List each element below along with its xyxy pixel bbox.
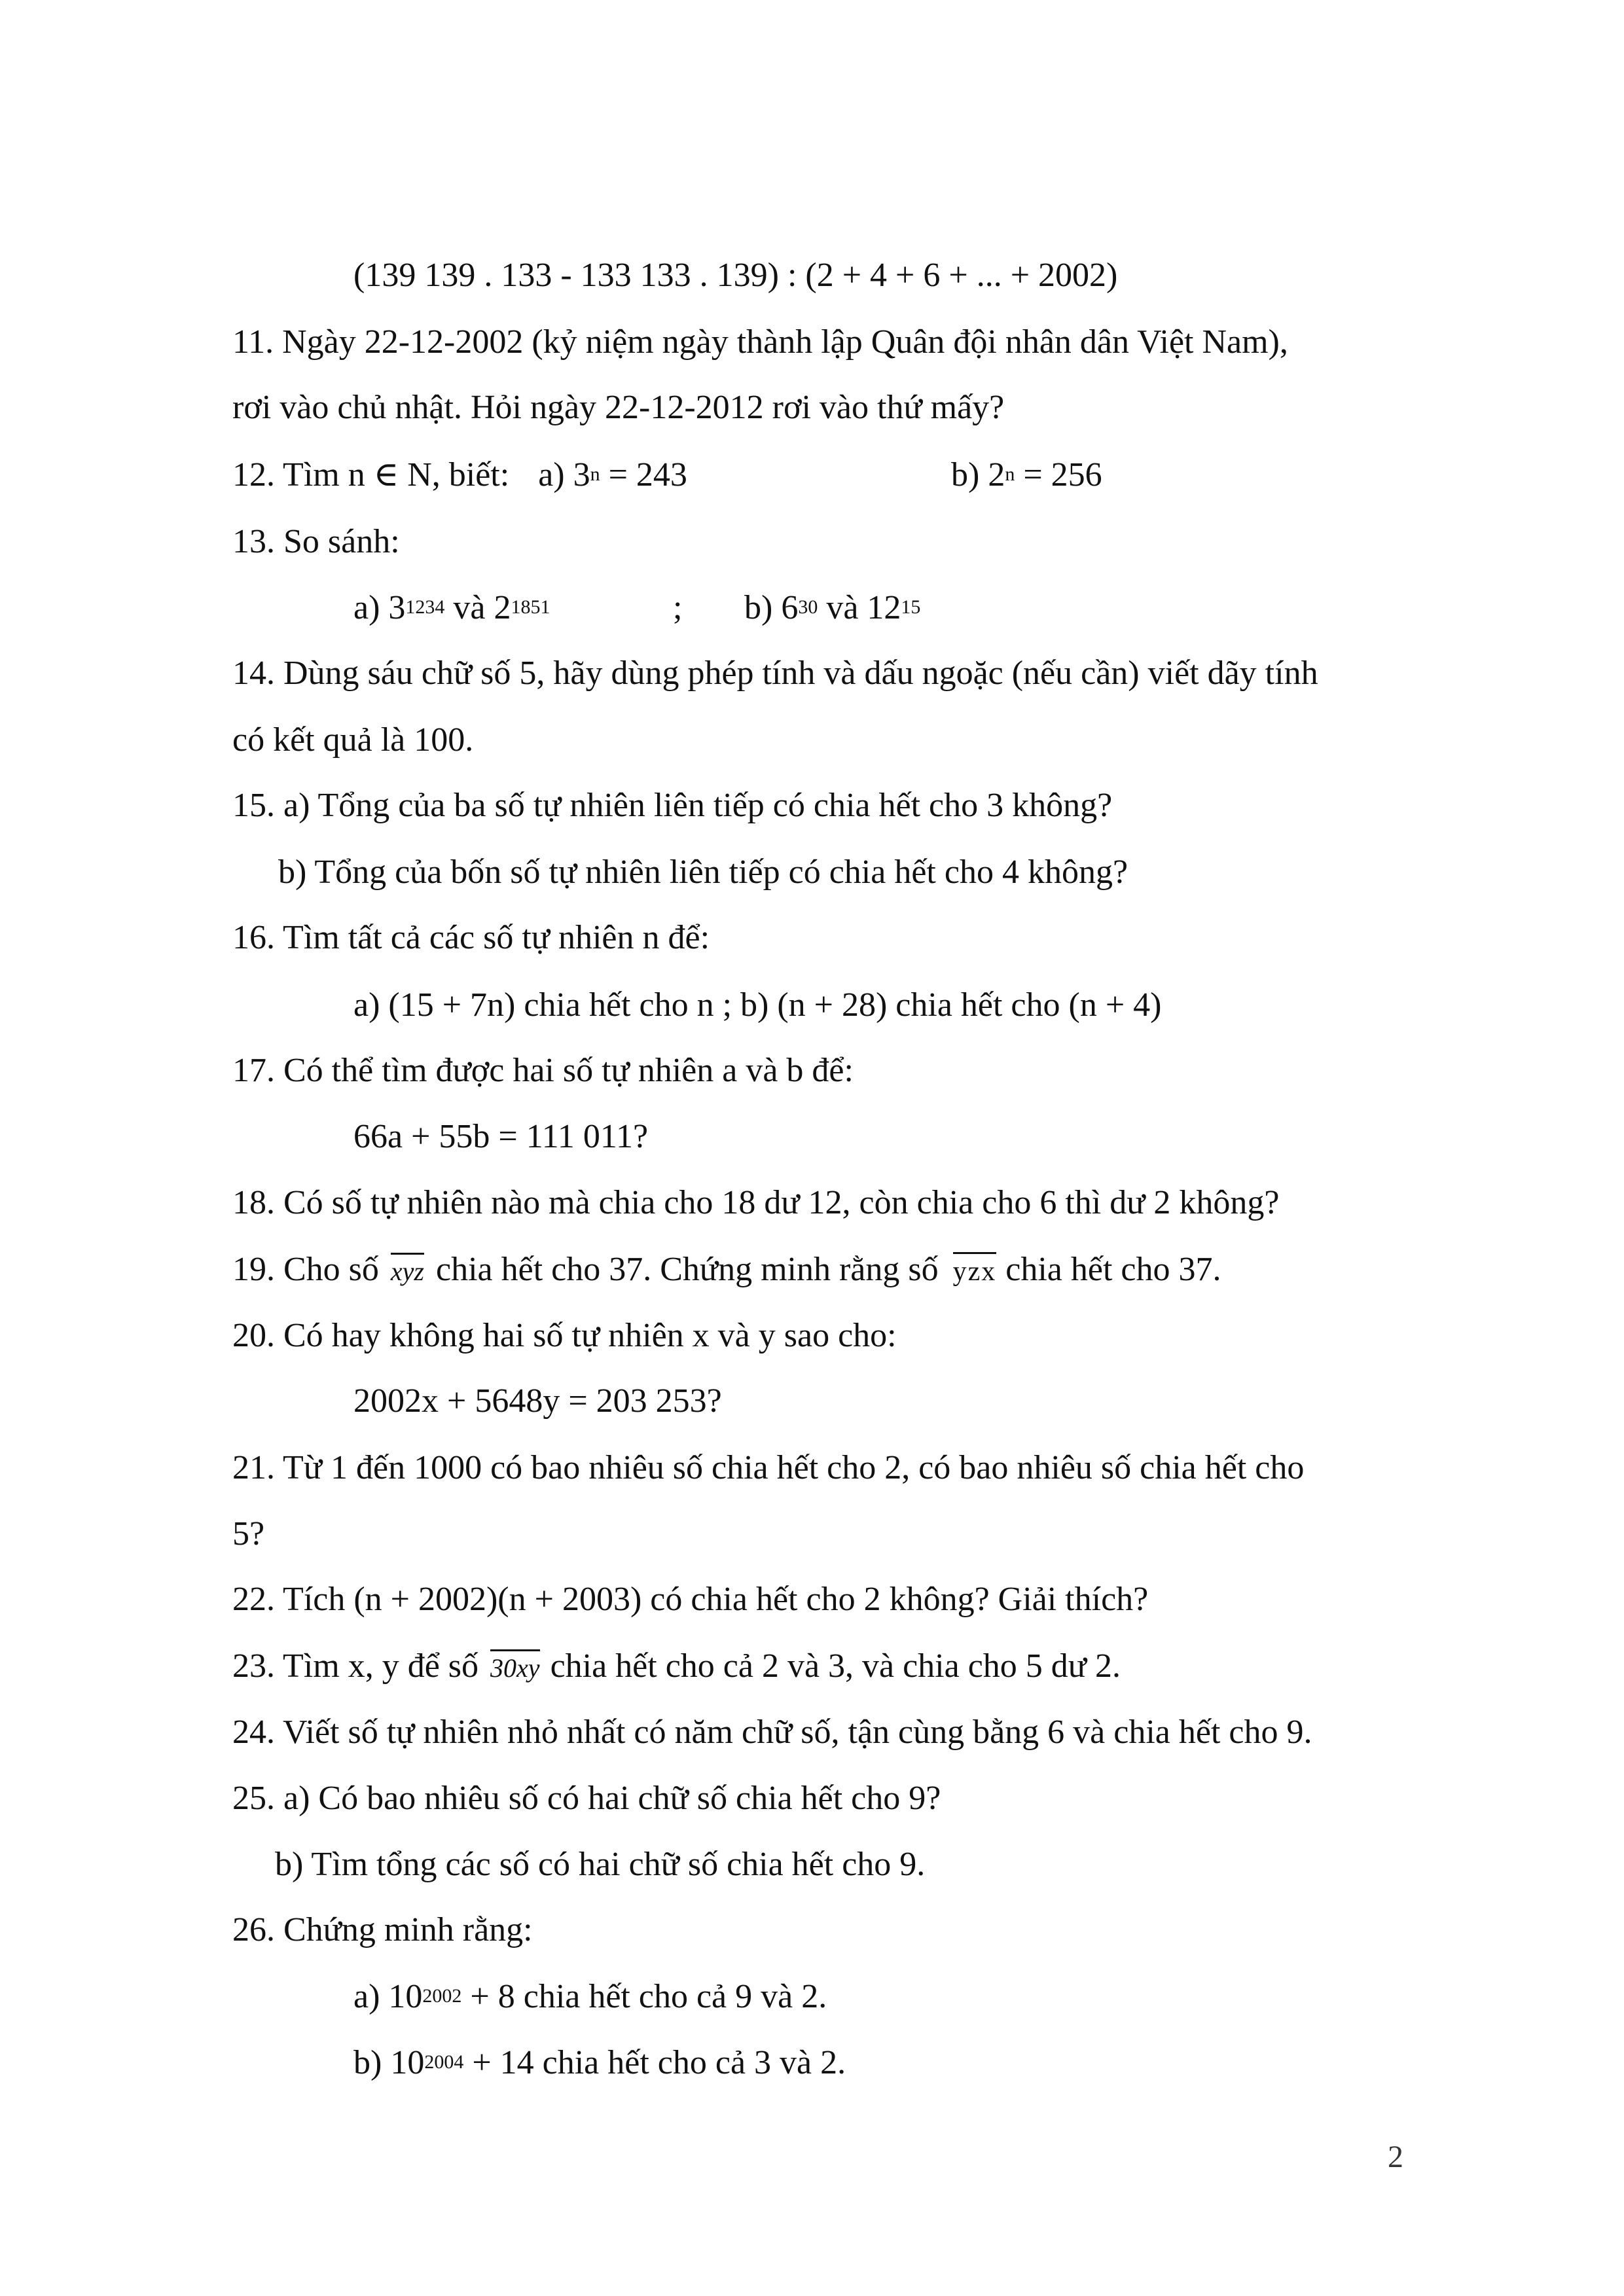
problem-22: 22. Tích (n + 2002)(n + 2003) có chia hết cho 2 không? Giải thích? <box>232 1581 1149 1618</box>
problem-13-a: a) $3^{1234}$ và $2^{1851}$ <box>353 589 550 626</box>
problem-18: 18. Có số tự nhiên nào mà chia cho 18 dư 12, còn chia cho 6 thì dư 2 không? <box>232 1184 1280 1221</box>
problem-26-title: 26. Chứng minh rằng: <box>232 1911 533 1948</box>
problem-26-a: a) $10^{2002} + 8$ chia hết cho cả 9 và 2. <box>353 1978 827 2015</box>
problem-17-equation: 66a + 55b = 111 011? <box>353 1118 649 1155</box>
problem-12-a: a) $3^n = 243$ <box>538 456 687 493</box>
problem-10-expression: (139 139 . 133 - 133 133 . 139) : (2 + 4 + 6 + ... + 2002) <box>353 257 1118 294</box>
problem-15-b: b) Tổng của bốn số tự nhiên liên tiếp có chia hết cho 4 không? <box>278 853 1128 891</box>
problem-19-number-yzx: yzx <box>953 1252 997 1285</box>
problem-20-equation: 2002x + 5648y = 203 253? <box>353 1382 722 1420</box>
problem-12-intro: 12. Tìm n ∈ N, biết: <box>232 456 510 493</box>
problem-19-number-xyz: xyz <box>391 1253 424 1285</box>
problem-25-a: 25. a) Có bao nhiêu số có hai chữ số chia hết cho 9? <box>232 1780 941 1817</box>
problem-16-parts: a) (15 + 7n) chia hết cho n ; b) (n + 28) chia hết cho (n + 4) <box>353 986 1162 1024</box>
problem-19: 19. Cho số xyz chia hết cho 37. Chứng minh rằng số yzx chia hết cho 37. <box>232 1251 1221 1288</box>
problem-14-line-2: có kết quả là 100. <box>232 721 474 759</box>
problem-17-title: 17. Có thể tìm được hai số tự nhiên a và b để: <box>232 1052 854 1089</box>
problem-15-a: 15. a) Tổng của ba số tự nhiên liên tiếp có chia hết cho 3 không? <box>232 787 1113 824</box>
problem-26-b: b) $10^{2004} + 14$ chia hết cho cả 3 và 2. <box>353 2044 846 2081</box>
problem-24: 24. Viết số tự nhiên nhỏ nhất có năm chữ số, tận cùng bằng 6 và chia hết cho 9. <box>232 1713 1312 1751</box>
problem-13-title: 13. So sánh: <box>232 523 400 560</box>
problem-12 <box>232 458 687 492</box>
problem-23-number-30xy: 30xy <box>490 1649 540 1681</box>
problem-12-b: b) $2^n = 256$ <box>951 456 1102 493</box>
problem-14-line-1: 14. Dùng sáu chữ số 5, hãy dùng phép tính và dấu ngoặc (nếu cần) viết dãy tính <box>232 655 1318 692</box>
problem-13-b: b) $6^{30}$ và $12^{15}$ <box>744 589 921 626</box>
problem-16-title: 16. Tìm tất cả các số tự nhiên n để: <box>232 919 710 956</box>
problem-20-title: 20. Có hay không hai số tự nhiên x và y sao cho: <box>232 1317 897 1354</box>
problem-11-line-1: 11. Ngày 22-12-2002 (kỷ niệm ngày thành lập Quân đội nhân dân Việt Nam), <box>232 323 1288 361</box>
problem-13-separator: ; <box>673 589 683 626</box>
problem-25-b: b) Tìm tổng các số có hai chữ số chia hết cho 9. <box>275 1846 926 1883</box>
page-number: 2 <box>1388 2140 1403 2174</box>
problem-23: 23. Tìm x, y để số 30xy chia hết cho cả 2 và 3, và chia cho 5 dư 2. <box>232 1647 1121 1685</box>
problem-21-line-2: 5? <box>232 1515 265 1552</box>
problem-11-line-2: rơi vào chủ nhật. Hỏi ngày 22-12-2012 rơi vào thứ mấy? <box>232 389 1005 426</box>
problem-21-line-1: 21. Từ 1 đến 1000 có bao nhiêu số chia hết cho 2, có bao nhiêu số chia hết cho <box>232 1449 1305 1486</box>
